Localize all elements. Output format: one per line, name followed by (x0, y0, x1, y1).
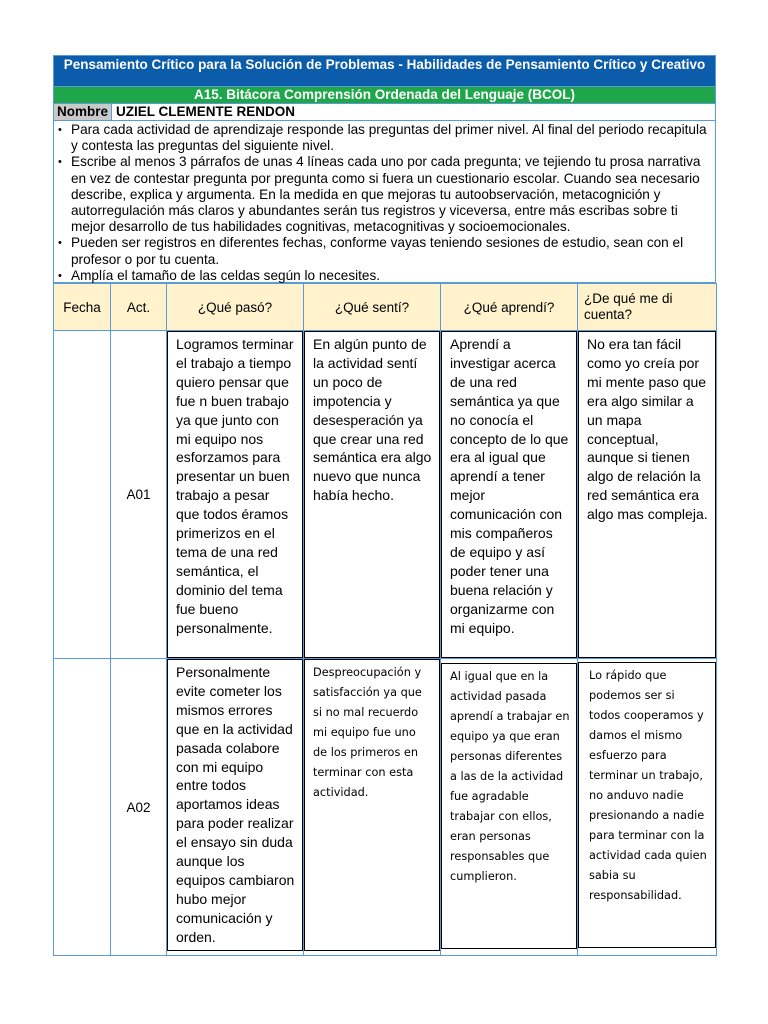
document-title: Pensamiento Crítico para la Solución de Problemas - Habilidades de Pensamiento Crítico y Creativo (53, 55, 716, 87)
table-header-row (54, 284, 717, 331)
name-label: Nombre (54, 104, 112, 120)
bitacora-sheet (53, 55, 716, 956)
text-box-que-paso[interactable]: Logramos terminar el trabajo a tiempo quiero pensar que fue n buen trabajo ya que junto con mi equipo nos esforzamos para presentar un buen trabajo a pesar que todos éramos primerizos en el tema de una red semántica, el dominio del tema fue bueno personalmente. (167, 331, 303, 658)
cell-act[interactable]: A02 (111, 659, 167, 956)
instruction-item: • Para cada actividad de aprendizaje responde las preguntas del primer nivel. Al final del periodo recapitula y contesta las preguntas del siguiente nivel. (58, 122, 711, 154)
table-row (54, 659, 717, 956)
cell-fecha[interactable] (54, 659, 111, 956)
cell-que-aprendi (441, 659, 578, 956)
text-box-me-di-cuenta[interactable]: No era tan fácil como yo creía por mi mente paso que era algo similar a un mapa conceptual, aunque si tienen algo de relación la red semántica era algo mas compleja. (578, 331, 716, 658)
instructions-list (58, 122, 711, 284)
cell-act[interactable]: A01 (111, 331, 167, 659)
cell-me-di-cuenta (578, 659, 717, 956)
cell-que-paso (167, 331, 304, 659)
text-box-que-aprendi[interactable]: Aprendí a investigar acerca de una red semántica ya que no conocía el concepto de lo que era al igual que aprendí a tener mejor comunicación con mis compañeros de equipo y así poder tener una buena relación y organizarme con mi equipo. (441, 331, 577, 658)
cell-que-senti (304, 659, 441, 956)
instruction-item: • Pueden ser registros en diferentes fechas, conforme vayas teniendo sesiones de estudio, sean con el profesor o por tu cuenta. (58, 235, 711, 267)
document-subtitle: A15. Bitácora Comprensión Ordenada del Lenguaje (BCOL) (53, 87, 716, 104)
cell-me-di-cuenta (578, 331, 717, 659)
text-box-que-aprendi[interactable]: Al igual que en la actividad pasada aprendí a trabajar en equipo ya que eran personas diferentes a las de la actividad fue agradable trabajar con ellos, eran personas responsables que cumplieron. (441, 663, 577, 949)
text-box-que-senti[interactable]: Despreocupación y satisfacción ya que si no mal recuerdo mi equipo fue uno de los primeros en terminar con esta actividad. (304, 659, 440, 951)
name-value: UZIEL CLEMENTE RENDON (116, 104, 296, 119)
instruction-item: • Escribe al menos 3 párrafos de unas 4 líneas cada uno por cada pregunta; ve tejiendo tu prosa narrativa en vez de contestar pregunta por pregunta como si fuera un cuestionario escolar. Cuando sea necesario describe, explica y argumenta. En la medida en que mejoras tu autoobservación, metacognición y autorregulación más claros y abundantes serán tus registros y viceversa, entre más escribas sobre ti mejor desarrollo de tus habilidades cognitivas, metacognitivas y socioemocionales. (58, 154, 711, 235)
text-box-que-paso[interactable]: Personalmente evite cometer los mismos errores que en la actividad pasada colabore con mi equipo entre todos aportamos ideas para poder realizar el ensayo sin duda aunque los equipos cambiaron hubo mejor comunicación y orden. (167, 659, 303, 951)
text-box-me-di-cuenta[interactable]: Lo rápido que podemos ser si todos cooperamos y damos el mismo esfuerzo para terminar un trabajo, no anduvo nadie presionando a nadie para terminar con la actividad cada quien sabia su responsabilidad. (578, 662, 716, 948)
cell-que-senti (304, 331, 441, 659)
text-box-que-senti[interactable]: En algún punto de la actividad sentí un poco de impotencia y desesperación ya que crear una red semántica era algo nuevo que nunca había hecho. (304, 331, 440, 658)
cell-fecha[interactable] (54, 331, 111, 659)
header-que-senti: ¿Qué sentí? (304, 284, 441, 331)
cell-que-aprendi (441, 331, 578, 659)
cell-que-paso (167, 659, 304, 956)
header-fecha: Fecha (54, 284, 111, 331)
header-act: Act. (111, 284, 167, 331)
header-que-aprendi: ¿Qué aprendí? (441, 284, 578, 331)
header-me-di-cuenta: ¿De qué me di cuenta? (578, 284, 717, 331)
table-row (54, 331, 717, 659)
instructions-box (53, 121, 716, 283)
instruction-item: • Amplía el tamaño de las celdas según lo necesites. (58, 268, 711, 284)
log-table (53, 283, 717, 956)
header-que-paso: ¿Qué pasó? (167, 284, 304, 331)
name-row (53, 104, 716, 121)
